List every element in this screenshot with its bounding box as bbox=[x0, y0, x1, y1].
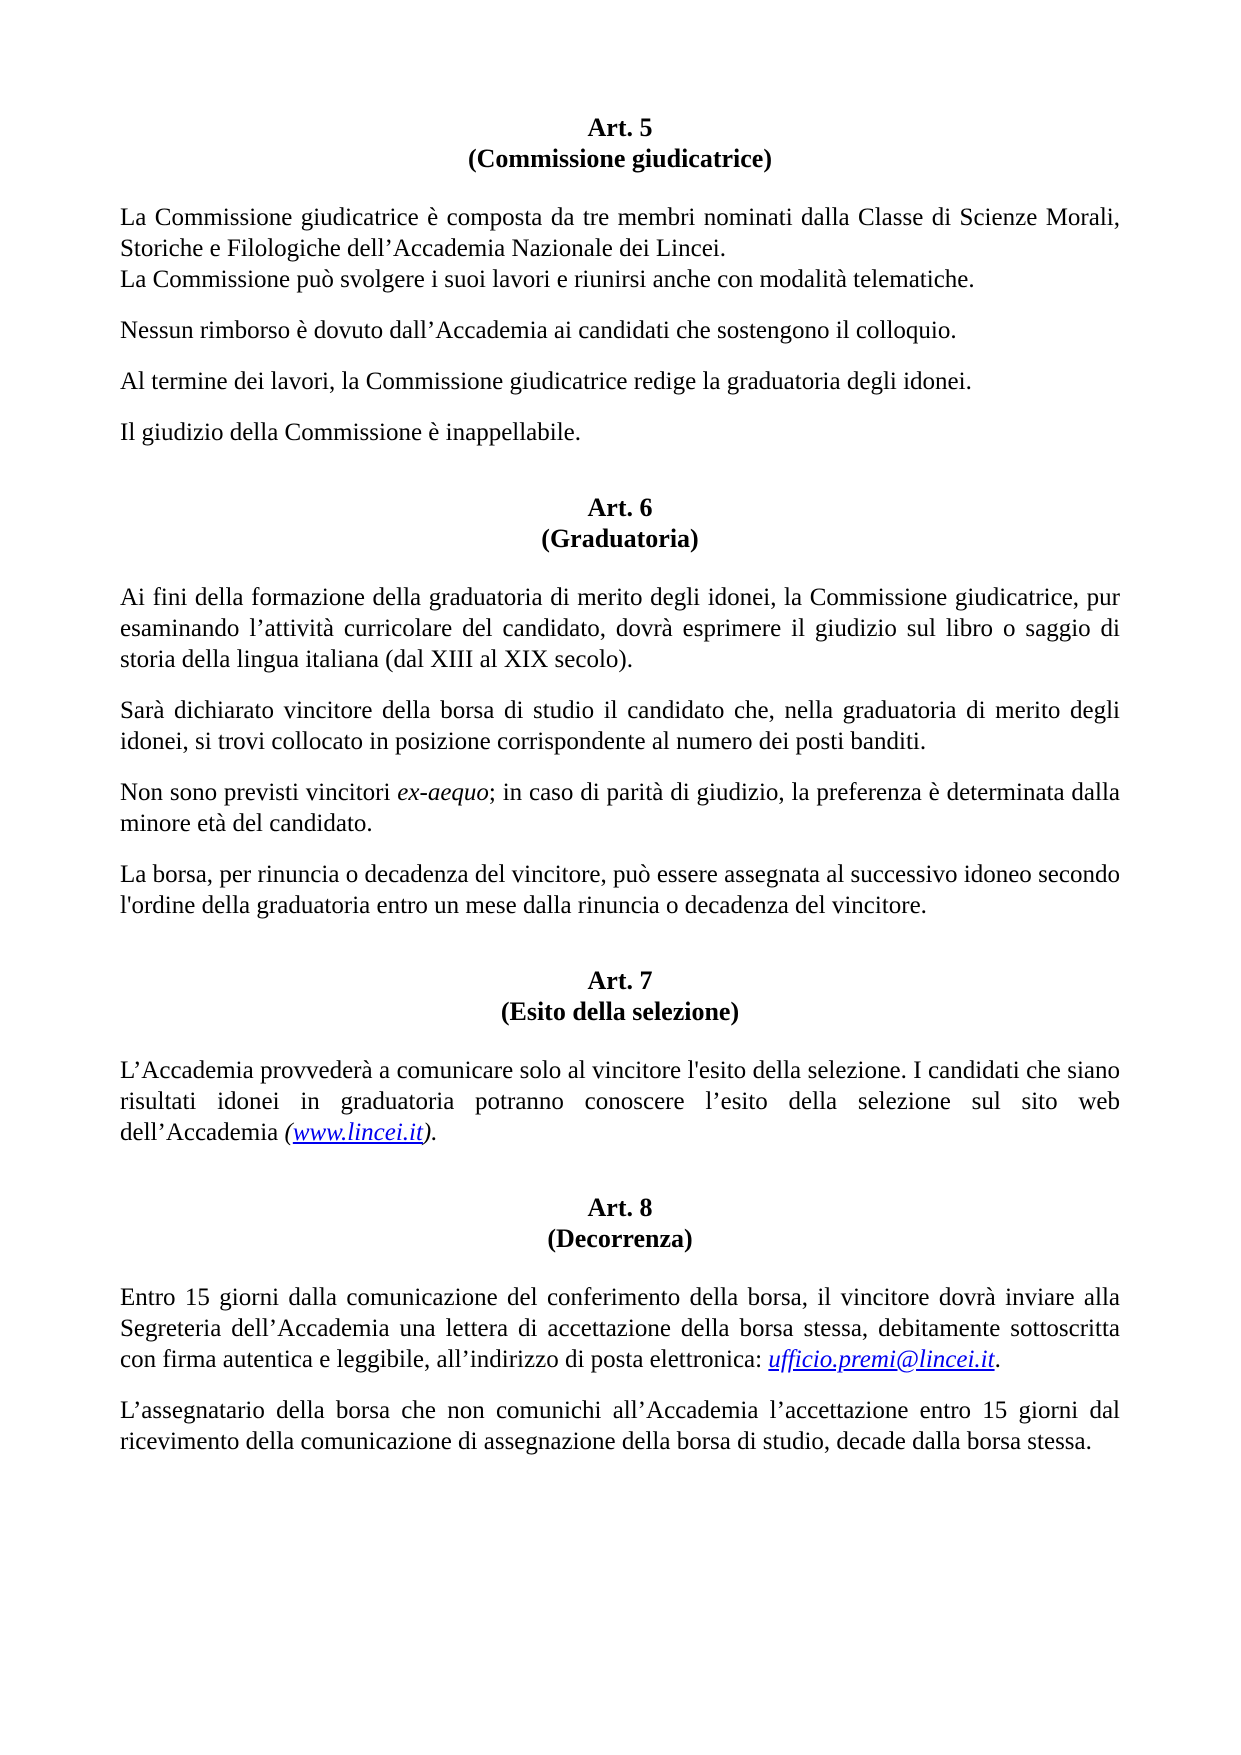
paragraph-text: Non sono previsti vincitori bbox=[120, 779, 398, 806]
paragraph-text: Nessun rimborso è dovuto dall’Accademia ai candidati che sostengono il colloquio. bbox=[120, 317, 957, 344]
paragraph bbox=[120, 777, 1120, 839]
article-title: (Esito della selezione) bbox=[500, 997, 740, 1026]
article-number: Art. 7 bbox=[587, 966, 653, 995]
paragraph bbox=[120, 366, 1120, 397]
section-heading bbox=[120, 965, 1120, 1027]
paragraph-text: La borsa, per rinuncia o decadenza del vincitore, può essere assegnata al successivo idoneo secondo l'ordine della graduatoria entro un mese dalla rinuncia o decadenza del vincitore. bbox=[120, 861, 1120, 919]
paragraph bbox=[120, 582, 1120, 675]
article-number: Art. 6 bbox=[587, 493, 653, 522]
paragraph-text: La Commissione giudicatrice è composta da tre membri nominati dalla Classe di Scienze Morali, Storiche e Filologiche dell’Accademia Nazionale dei Lincei. bbox=[120, 204, 1120, 262]
latin-term-italic: ex-aequo bbox=[397, 779, 489, 806]
article-title: (Commissione giudicatrice) bbox=[467, 144, 772, 173]
paragraph-text: Ai fini della formazione della graduatoria di merito degli idonei, la Commissione giudicatrice, pur esaminando l’attività curricolare del candidato, dovrà esprimere il giudizio sul libro o saggio di storia della lingua italiana (dal XIII al XIX secolo). bbox=[120, 584, 1120, 673]
section-heading bbox=[120, 492, 1120, 554]
paragraph-text: L’assegnatario della borsa che non comunichi all’Accademia l’accettazione entro 15 giorni dal ricevimento della comunicazione di assegnazione della borsa di studio, decade dalla borsa stessa. bbox=[120, 1397, 1120, 1455]
paragraph bbox=[120, 315, 1120, 346]
paragraph-text: L’Accademia provvederà a comunicare solo al vincitore l'esito della selezione. I candidati che siano risultati idonei in graduatoria potranno conoscere l’esito della selezione sul sito web dell’Accademia bbox=[120, 1057, 1120, 1146]
paragraph bbox=[120, 202, 1120, 295]
lincei-website-link[interactable]: www.lincei.it bbox=[292, 1119, 423, 1146]
paragraph-text: Il giudizio della Commissione è inappellabile. bbox=[120, 419, 582, 446]
paragraph bbox=[120, 1282, 1120, 1375]
paragraph-text: Sarà dichiarato vincitore della borsa di studio il candidato che, nella graduatoria di merito degli idonei, si trovi collocato in posizione corrispondente al numero dei posti banditi. bbox=[120, 697, 1120, 755]
section-art-5 bbox=[120, 112, 1120, 448]
section-heading bbox=[120, 1192, 1120, 1254]
section-heading bbox=[120, 112, 1120, 174]
article-title: (Decorrenza) bbox=[547, 1224, 693, 1253]
section-art-6 bbox=[120, 492, 1120, 921]
article-title: (Graduatoria) bbox=[541, 524, 699, 553]
paragraph bbox=[120, 1055, 1120, 1148]
paragraph-text: La Commissione può svolgere i suoi lavori e riunirsi anche con modalità telematiche. bbox=[120, 266, 975, 293]
section-art-7 bbox=[120, 965, 1120, 1148]
paragraph bbox=[120, 417, 1120, 448]
paragraph-text: Entro 15 giorni dalla comunicazione del conferimento della borsa, il vincitore dovrà inviare alla Segreteria dell’Accademia una lettera di accettazione della borsa stessa, debitamente sottoscritta con firma autentica e leggibile, all’indirizzo di posta elettronica: bbox=[120, 1284, 1120, 1373]
section-art-8 bbox=[120, 1192, 1120, 1457]
paragraph bbox=[120, 1395, 1120, 1457]
paragraph bbox=[120, 859, 1120, 921]
paragraph-text: . bbox=[994, 1346, 1001, 1373]
article-number: Art. 5 bbox=[587, 113, 653, 142]
paragraph-text: Al termine dei lavori, la Commissione giudicatrice redige la graduatoria degli idonei. bbox=[120, 368, 972, 395]
paren-open: ( bbox=[284, 1119, 293, 1146]
paragraph bbox=[120, 695, 1120, 757]
premi-email-link[interactable]: ufficio.premi@lincei.it bbox=[768, 1346, 995, 1373]
paragraph-text: ; in caso di parità di giudizio, la preferenza è determinata dalla minore età del candidato. bbox=[120, 779, 1120, 837]
paren-close: ). bbox=[422, 1119, 438, 1146]
article-number: Art. 8 bbox=[587, 1193, 653, 1222]
